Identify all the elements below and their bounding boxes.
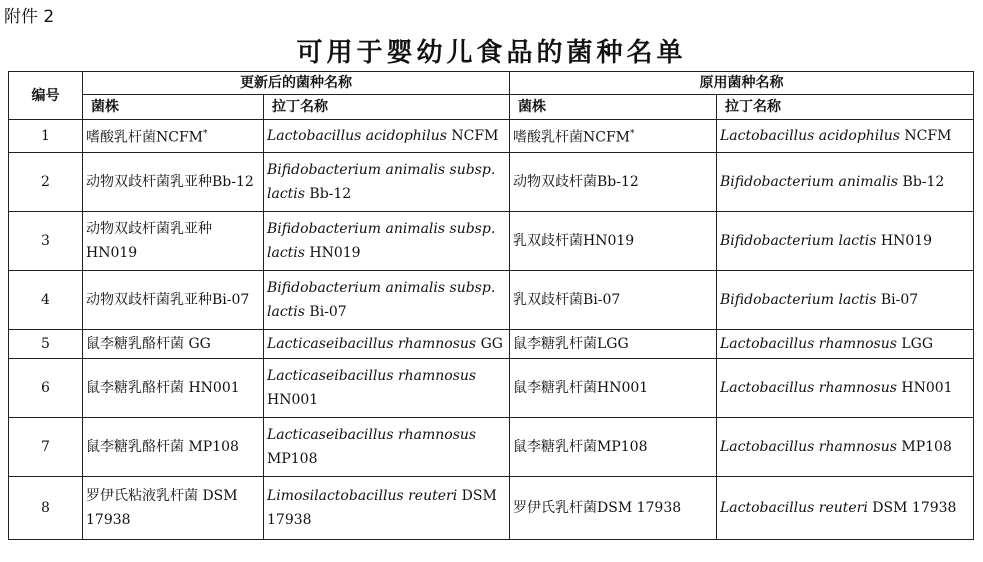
old-latin-suffix: HN019 bbox=[876, 232, 933, 249]
header-new-latin: 拉丁名称 bbox=[264, 95, 510, 120]
new-strain-name: 鼠李糖乳酪杆菌 HN001 bbox=[86, 379, 240, 396]
table-row bbox=[9, 211, 974, 270]
old-strain-name: 鼠李糖乳杆菌LGG bbox=[513, 335, 629, 352]
table-row bbox=[9, 476, 974, 539]
table-body bbox=[9, 120, 974, 540]
old-latin-name: Bifidobacterium animalis bbox=[720, 173, 899, 190]
old-latin-name: Lactobacillus rhamnosus bbox=[720, 335, 897, 352]
table-row bbox=[9, 329, 974, 358]
row-number: 1 bbox=[41, 127, 50, 144]
row-number: 4 bbox=[41, 291, 50, 308]
old-strain-name: 乳双歧杆菌HN019 bbox=[513, 232, 635, 249]
new-latin-suffix: Bb-12 bbox=[304, 185, 352, 202]
old-latin-name: Bifidobacterium lactis bbox=[720, 291, 877, 308]
new-latin-name: Bifidobacterium animalis subsp. lactis bbox=[267, 220, 496, 261]
new-latin-name: Bifidobacterium animalis subsp. lactis bbox=[267, 279, 496, 320]
new-strain-name: 罗伊氏粘液乳杆菌 DSM 17938 bbox=[86, 487, 238, 528]
header-updated-names: 更新后的菌种名称 bbox=[83, 72, 510, 95]
page-title: 可用于婴幼儿食品的菌种名单 bbox=[296, 38, 687, 68]
header-new-strain: 菌株 bbox=[83, 95, 264, 120]
row-number: 5 bbox=[41, 335, 50, 352]
footnote-mark: * bbox=[203, 129, 208, 139]
row-number: 7 bbox=[41, 438, 50, 455]
old-strain-name: 罗伊氏乳杆菌DSM 17938 bbox=[513, 499, 682, 516]
header-old-strain: 菌株 bbox=[510, 95, 717, 120]
row-number: 3 bbox=[41, 232, 50, 249]
new-latin-name: Lactobacillus acidophilus bbox=[267, 127, 447, 144]
new-strain-name: 动物双歧杆菌乳亚种Bi-07 bbox=[86, 291, 250, 308]
old-strain-name: 鼠李糖乳杆菌MP108 bbox=[513, 438, 648, 455]
table-row bbox=[9, 152, 974, 211]
table-row bbox=[9, 270, 974, 329]
new-latin-suffix: HN001 bbox=[267, 391, 319, 408]
row-number: 2 bbox=[41, 173, 50, 190]
attachment-label: 附件 2 bbox=[4, 7, 55, 27]
old-latin-suffix: LGG bbox=[896, 335, 934, 352]
old-strain-name: 乳双歧杆菌Bi-07 bbox=[513, 291, 621, 308]
new-latin-suffix: GG bbox=[476, 335, 503, 352]
old-latin-name: Lactobacillus acidophilus bbox=[720, 127, 900, 144]
old-strain-name: 鼠李糖乳杆菌HN001 bbox=[513, 379, 649, 396]
new-strain-name: 嗜酸乳杆菌NCFM bbox=[86, 129, 204, 146]
old-latin-name: Lactobacillus rhamnosus bbox=[720, 438, 897, 455]
header-original-names: 原用菌种名称 bbox=[510, 72, 974, 95]
old-latin-suffix: DSM 17938 bbox=[867, 499, 957, 516]
table-header-row bbox=[9, 72, 974, 95]
old-latin-suffix: HN001 bbox=[896, 379, 953, 396]
old-latin-suffix: NCFM bbox=[899, 127, 952, 144]
old-latin-suffix: MP108 bbox=[896, 438, 952, 455]
new-latin-suffix: DSM 17938 bbox=[267, 487, 497, 528]
table-row bbox=[9, 358, 974, 417]
new-latin-suffix: MP108 bbox=[267, 450, 318, 467]
old-latin-name: Lactobacillus rhamnosus bbox=[720, 379, 897, 396]
header-number: 编号 bbox=[9, 72, 83, 120]
old-strain-name: 动物双歧杆菌Bb-12 bbox=[513, 173, 639, 190]
new-latin-name: Lacticaseibacillus rhamnosus bbox=[267, 335, 477, 352]
old-latin-name: Bifidobacterium lactis bbox=[720, 232, 877, 249]
new-strain-name: 动物双歧杆菌乳亚种HN019 bbox=[86, 220, 212, 261]
new-strain-name: 鼠李糖乳酪杆菌 GG bbox=[86, 335, 211, 352]
new-latin-name: Bifidobacterium animalis subsp. lactis bbox=[267, 161, 496, 202]
new-strain-name: 动物双歧杆菌乳亚种Bb-12 bbox=[86, 173, 254, 190]
new-latin-suffix: HN019 bbox=[304, 244, 361, 261]
new-strain-name: 鼠李糖乳酪杆菌 MP108 bbox=[86, 438, 239, 455]
table-row bbox=[9, 120, 974, 153]
old-latin-suffix: Bb-12 bbox=[898, 173, 945, 190]
new-latin-name: Lacticaseibacillus rhamnosus bbox=[267, 367, 477, 384]
old-strain-name: 嗜酸乳杆菌NCFM bbox=[513, 129, 631, 146]
table-subheader-row bbox=[9, 95, 974, 120]
new-latin-name: Lacticaseibacillus rhamnosus bbox=[267, 426, 477, 443]
row-number: 6 bbox=[41, 379, 50, 396]
old-latin-suffix: Bi-07 bbox=[876, 291, 919, 308]
strain-table bbox=[8, 71, 974, 540]
new-latin-suffix: NCFM bbox=[446, 127, 499, 144]
row-number: 8 bbox=[41, 499, 50, 516]
new-latin-name: Limosilactobacillus reuteri bbox=[267, 487, 458, 504]
table-row bbox=[9, 417, 974, 476]
old-latin-name: Lactobacillus reuteri bbox=[720, 499, 868, 516]
header-old-latin: 拉丁名称 bbox=[717, 95, 974, 120]
new-latin-suffix: Bi-07 bbox=[304, 303, 347, 320]
footnote-mark: * bbox=[630, 129, 635, 139]
